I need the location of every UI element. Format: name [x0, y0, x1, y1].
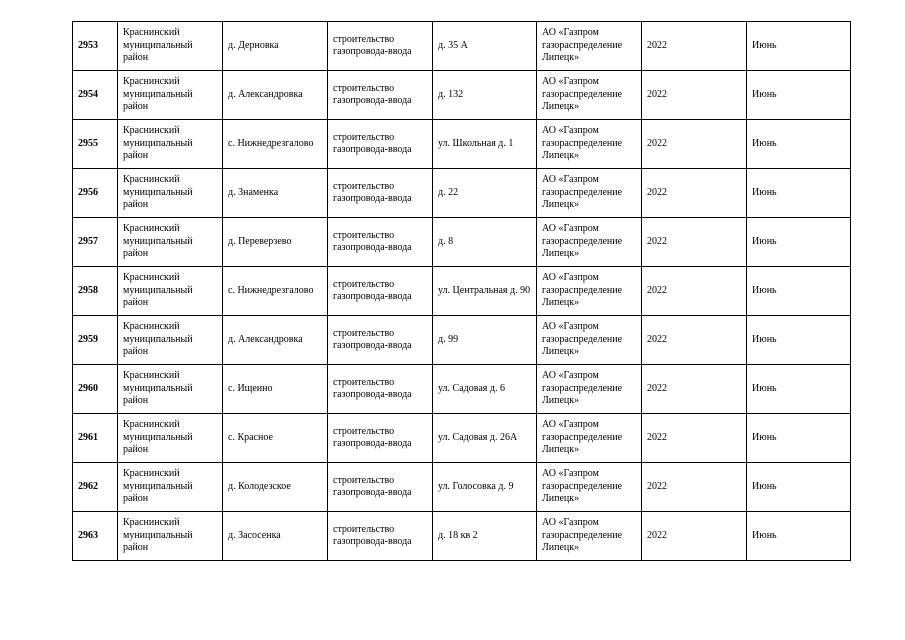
row-number-text: 2955 — [78, 137, 98, 149]
row-number-text: 2963 — [78, 529, 98, 541]
organization-cell — [537, 218, 642, 267]
locality-cell — [223, 120, 328, 169]
year-cell-text: 2022 — [647, 480, 667, 492]
organization-cell-text: АО «Газпром газораспределение Липецк» — [542, 321, 623, 358]
month-cell-text: Июнь — [752, 529, 777, 541]
row-number-text: 2962 — [78, 480, 98, 492]
row-number — [73, 22, 118, 71]
year-cell — [642, 365, 747, 414]
work-type-cell-text: строительство газопровода-ввода — [333, 180, 412, 204]
month-cell — [747, 218, 851, 267]
address-cell-text: ул. Центральная д. 90 — [438, 284, 531, 296]
district-cell-text: Краснинский муниципальный район — [123, 27, 193, 64]
table-row — [73, 316, 851, 365]
year-cell — [642, 169, 747, 218]
table-row — [73, 414, 851, 463]
district-cell — [118, 218, 223, 267]
year-cell-text: 2022 — [647, 39, 667, 51]
district-cell — [118, 365, 223, 414]
year-cell-text: 2022 — [647, 529, 667, 541]
table-row — [73, 22, 851, 71]
locality-cell — [223, 169, 328, 218]
locality-cell-text: д. Дерновка — [228, 39, 279, 51]
year-cell-text: 2022 — [647, 382, 667, 394]
year-cell — [642, 22, 747, 71]
work-type-cell — [328, 22, 433, 71]
locality-cell — [223, 218, 328, 267]
district-cell — [118, 267, 223, 316]
work-type-cell — [328, 267, 433, 316]
address-cell-text: ул. Садовая д. 26А — [438, 431, 518, 443]
work-type-cell-text: строительство газопровода-ввода — [333, 376, 412, 400]
month-cell-text: Июнь — [752, 284, 777, 296]
row-number-text: 2953 — [78, 39, 98, 51]
district-cell — [118, 463, 223, 512]
year-cell-text: 2022 — [647, 333, 667, 345]
row-number — [73, 169, 118, 218]
month-cell — [747, 365, 851, 414]
table-row — [73, 169, 851, 218]
address-cell — [433, 463, 537, 512]
work-type-cell — [328, 120, 433, 169]
organization-cell — [537, 71, 642, 120]
organization-cell-text: АО «Газпром газораспределение Липецк» — [542, 517, 623, 554]
organization-cell — [537, 267, 642, 316]
organization-cell — [537, 414, 642, 463]
year-cell — [642, 71, 747, 120]
district-cell-text: Краснинский муниципальный район — [123, 517, 193, 554]
work-type-cell-text: строительство газопровода-ввода — [333, 82, 412, 106]
year-cell — [642, 120, 747, 169]
work-type-cell-text: строительство газопровода-ввода — [333, 229, 412, 253]
year-cell — [642, 316, 747, 365]
work-type-cell-text: строительство газопровода-ввода — [333, 523, 412, 547]
locality-cell-text: д. Александровка — [228, 88, 303, 100]
work-type-cell — [328, 365, 433, 414]
organization-cell-text: АО «Газпром газораспределение Липецк» — [542, 174, 623, 211]
organization-cell — [537, 365, 642, 414]
work-type-cell — [328, 316, 433, 365]
work-type-cell — [328, 169, 433, 218]
locality-cell-text: д. Александровка — [228, 333, 303, 345]
district-cell — [118, 512, 223, 561]
locality-cell-text: с. Ищеино — [228, 382, 273, 394]
locality-cell-text: д. Колодезское — [228, 480, 291, 492]
month-cell — [747, 120, 851, 169]
organization-cell-text: АО «Газпром газораспределение Липецк» — [542, 272, 623, 309]
month-cell — [747, 512, 851, 561]
district-cell — [118, 71, 223, 120]
work-type-cell — [328, 414, 433, 463]
month-cell — [747, 22, 851, 71]
table-row — [73, 267, 851, 316]
district-cell-text: Краснинский муниципальный район — [123, 321, 193, 358]
month-cell-text: Июнь — [752, 137, 777, 149]
work-type-cell-text: строительство газопровода-ввода — [333, 474, 412, 498]
address-cell-text: ул. Школьная д. 1 — [438, 137, 514, 149]
row-number — [73, 463, 118, 512]
row-number-text: 2956 — [78, 186, 98, 198]
address-cell — [433, 267, 537, 316]
work-type-cell-text: строительство газопровода-ввода — [333, 131, 412, 155]
district-cell — [118, 414, 223, 463]
organization-cell-text: АО «Газпром газораспределение Липецк» — [542, 419, 623, 456]
district-cell — [118, 22, 223, 71]
work-type-cell-text: строительство газопровода-ввода — [333, 33, 412, 57]
month-cell-text: Июнь — [752, 235, 777, 247]
month-cell-text: Июнь — [752, 480, 777, 492]
organization-cell — [537, 120, 642, 169]
row-number — [73, 414, 118, 463]
district-cell-text: Краснинский муниципальный район — [123, 468, 193, 505]
month-cell-text: Июнь — [752, 382, 777, 394]
address-cell-text: д. 8 — [438, 235, 454, 247]
row-number-text: 2961 — [78, 431, 98, 443]
year-cell-text: 2022 — [647, 137, 667, 149]
month-cell-text: Июнь — [752, 431, 777, 443]
month-cell — [747, 71, 851, 120]
month-cell — [747, 267, 851, 316]
organization-cell — [537, 22, 642, 71]
row-number — [73, 120, 118, 169]
district-cell-text: Краснинский муниципальный район — [123, 223, 193, 260]
table-row — [73, 463, 851, 512]
work-type-cell — [328, 512, 433, 561]
locality-cell-text: д. Засосенка — [228, 529, 281, 541]
address-cell — [433, 71, 537, 120]
month-cell — [747, 316, 851, 365]
locality-cell-text: с. Красное — [228, 431, 273, 443]
month-cell — [747, 463, 851, 512]
district-cell-text: Краснинский муниципальный район — [123, 272, 193, 309]
locality-cell — [223, 365, 328, 414]
address-cell-text: ул. Голосовка д. 9 — [438, 480, 514, 492]
row-number-text: 2957 — [78, 235, 98, 247]
address-cell — [433, 120, 537, 169]
address-cell-text: д. 35 А — [438, 39, 468, 51]
district-cell — [118, 120, 223, 169]
schedule-table — [72, 21, 851, 561]
year-cell — [642, 218, 747, 267]
month-cell-text: Июнь — [752, 39, 777, 51]
work-type-cell-text: строительство газопровода-ввода — [333, 278, 412, 302]
year-cell-text: 2022 — [647, 431, 667, 443]
row-number — [73, 218, 118, 267]
work-type-cell — [328, 71, 433, 120]
table-row — [73, 71, 851, 120]
address-cell-text: ул. Садовая д. 6 — [438, 382, 505, 394]
address-cell-text: д. 132 — [438, 88, 464, 100]
year-cell-text: 2022 — [647, 284, 667, 296]
row-number — [73, 267, 118, 316]
work-type-cell — [328, 218, 433, 267]
organization-cell-text: АО «Газпром газораспределение Липецк» — [542, 223, 623, 260]
table-row — [73, 365, 851, 414]
row-number-text: 2959 — [78, 333, 98, 345]
year-cell-text: 2022 — [647, 186, 667, 198]
locality-cell — [223, 267, 328, 316]
locality-cell — [223, 22, 328, 71]
organization-cell-text: АО «Газпром газораспределение Липецк» — [542, 468, 623, 505]
row-number-text: 2954 — [78, 88, 98, 100]
table-body — [73, 22, 851, 561]
table-row — [73, 120, 851, 169]
year-cell — [642, 512, 747, 561]
table-row — [73, 512, 851, 561]
month-cell-text: Июнь — [752, 333, 777, 345]
row-number — [73, 316, 118, 365]
district-cell-text: Краснинский муниципальный район — [123, 419, 193, 456]
month-cell-text: Июнь — [752, 88, 777, 100]
district-cell — [118, 169, 223, 218]
locality-cell — [223, 414, 328, 463]
address-cell — [433, 365, 537, 414]
year-cell — [642, 267, 747, 316]
organization-cell-text: АО «Газпром газораспределение Липецк» — [542, 125, 623, 162]
locality-cell-text: с. Нижнедрезгалово — [228, 137, 314, 149]
year-cell-text: 2022 — [647, 235, 667, 247]
locality-cell — [223, 512, 328, 561]
organization-cell — [537, 512, 642, 561]
organization-cell-text: АО «Газпром газораспределение Липецк» — [542, 76, 623, 113]
address-cell — [433, 22, 537, 71]
organization-cell — [537, 463, 642, 512]
address-cell — [433, 218, 537, 267]
address-cell-text: д. 22 — [438, 186, 459, 198]
row-number — [73, 512, 118, 561]
month-cell — [747, 169, 851, 218]
locality-cell-text: д. Знаменка — [228, 186, 279, 198]
work-type-cell-text: строительство газопровода-ввода — [333, 327, 412, 351]
address-cell — [433, 512, 537, 561]
locality-cell — [223, 316, 328, 365]
locality-cell-text: д. Переверзево — [228, 235, 292, 247]
district-cell-text: Краснинский муниципальный район — [123, 174, 193, 211]
address-cell-text: д. 18 кв 2 — [438, 529, 478, 541]
locality-cell-text: с. Нижнедрезгалово — [228, 284, 314, 296]
district-cell-text: Краснинский муниципальный район — [123, 76, 193, 113]
address-cell-text: д. 99 — [438, 333, 459, 345]
work-type-cell — [328, 463, 433, 512]
month-cell — [747, 414, 851, 463]
year-cell-text: 2022 — [647, 88, 667, 100]
district-cell-text: Краснинский муниципальный район — [123, 125, 193, 162]
organization-cell — [537, 169, 642, 218]
address-cell — [433, 414, 537, 463]
table-row — [73, 218, 851, 267]
address-cell — [433, 169, 537, 218]
year-cell — [642, 463, 747, 512]
row-number — [73, 71, 118, 120]
row-number-text: 2960 — [78, 382, 98, 394]
organization-cell-text: АО «Газпром газораспределение Липецк» — [542, 370, 623, 407]
district-cell — [118, 316, 223, 365]
locality-cell — [223, 71, 328, 120]
year-cell — [642, 414, 747, 463]
month-cell-text: Июнь — [752, 186, 777, 198]
organization-cell-text: АО «Газпром газораспределение Липецк» — [542, 27, 623, 64]
row-number — [73, 365, 118, 414]
address-cell — [433, 316, 537, 365]
organization-cell — [537, 316, 642, 365]
locality-cell — [223, 463, 328, 512]
row-number-text: 2958 — [78, 284, 98, 296]
work-type-cell-text: строительство газопровода-ввода — [333, 425, 412, 449]
district-cell-text: Краснинский муниципальный район — [123, 370, 193, 407]
